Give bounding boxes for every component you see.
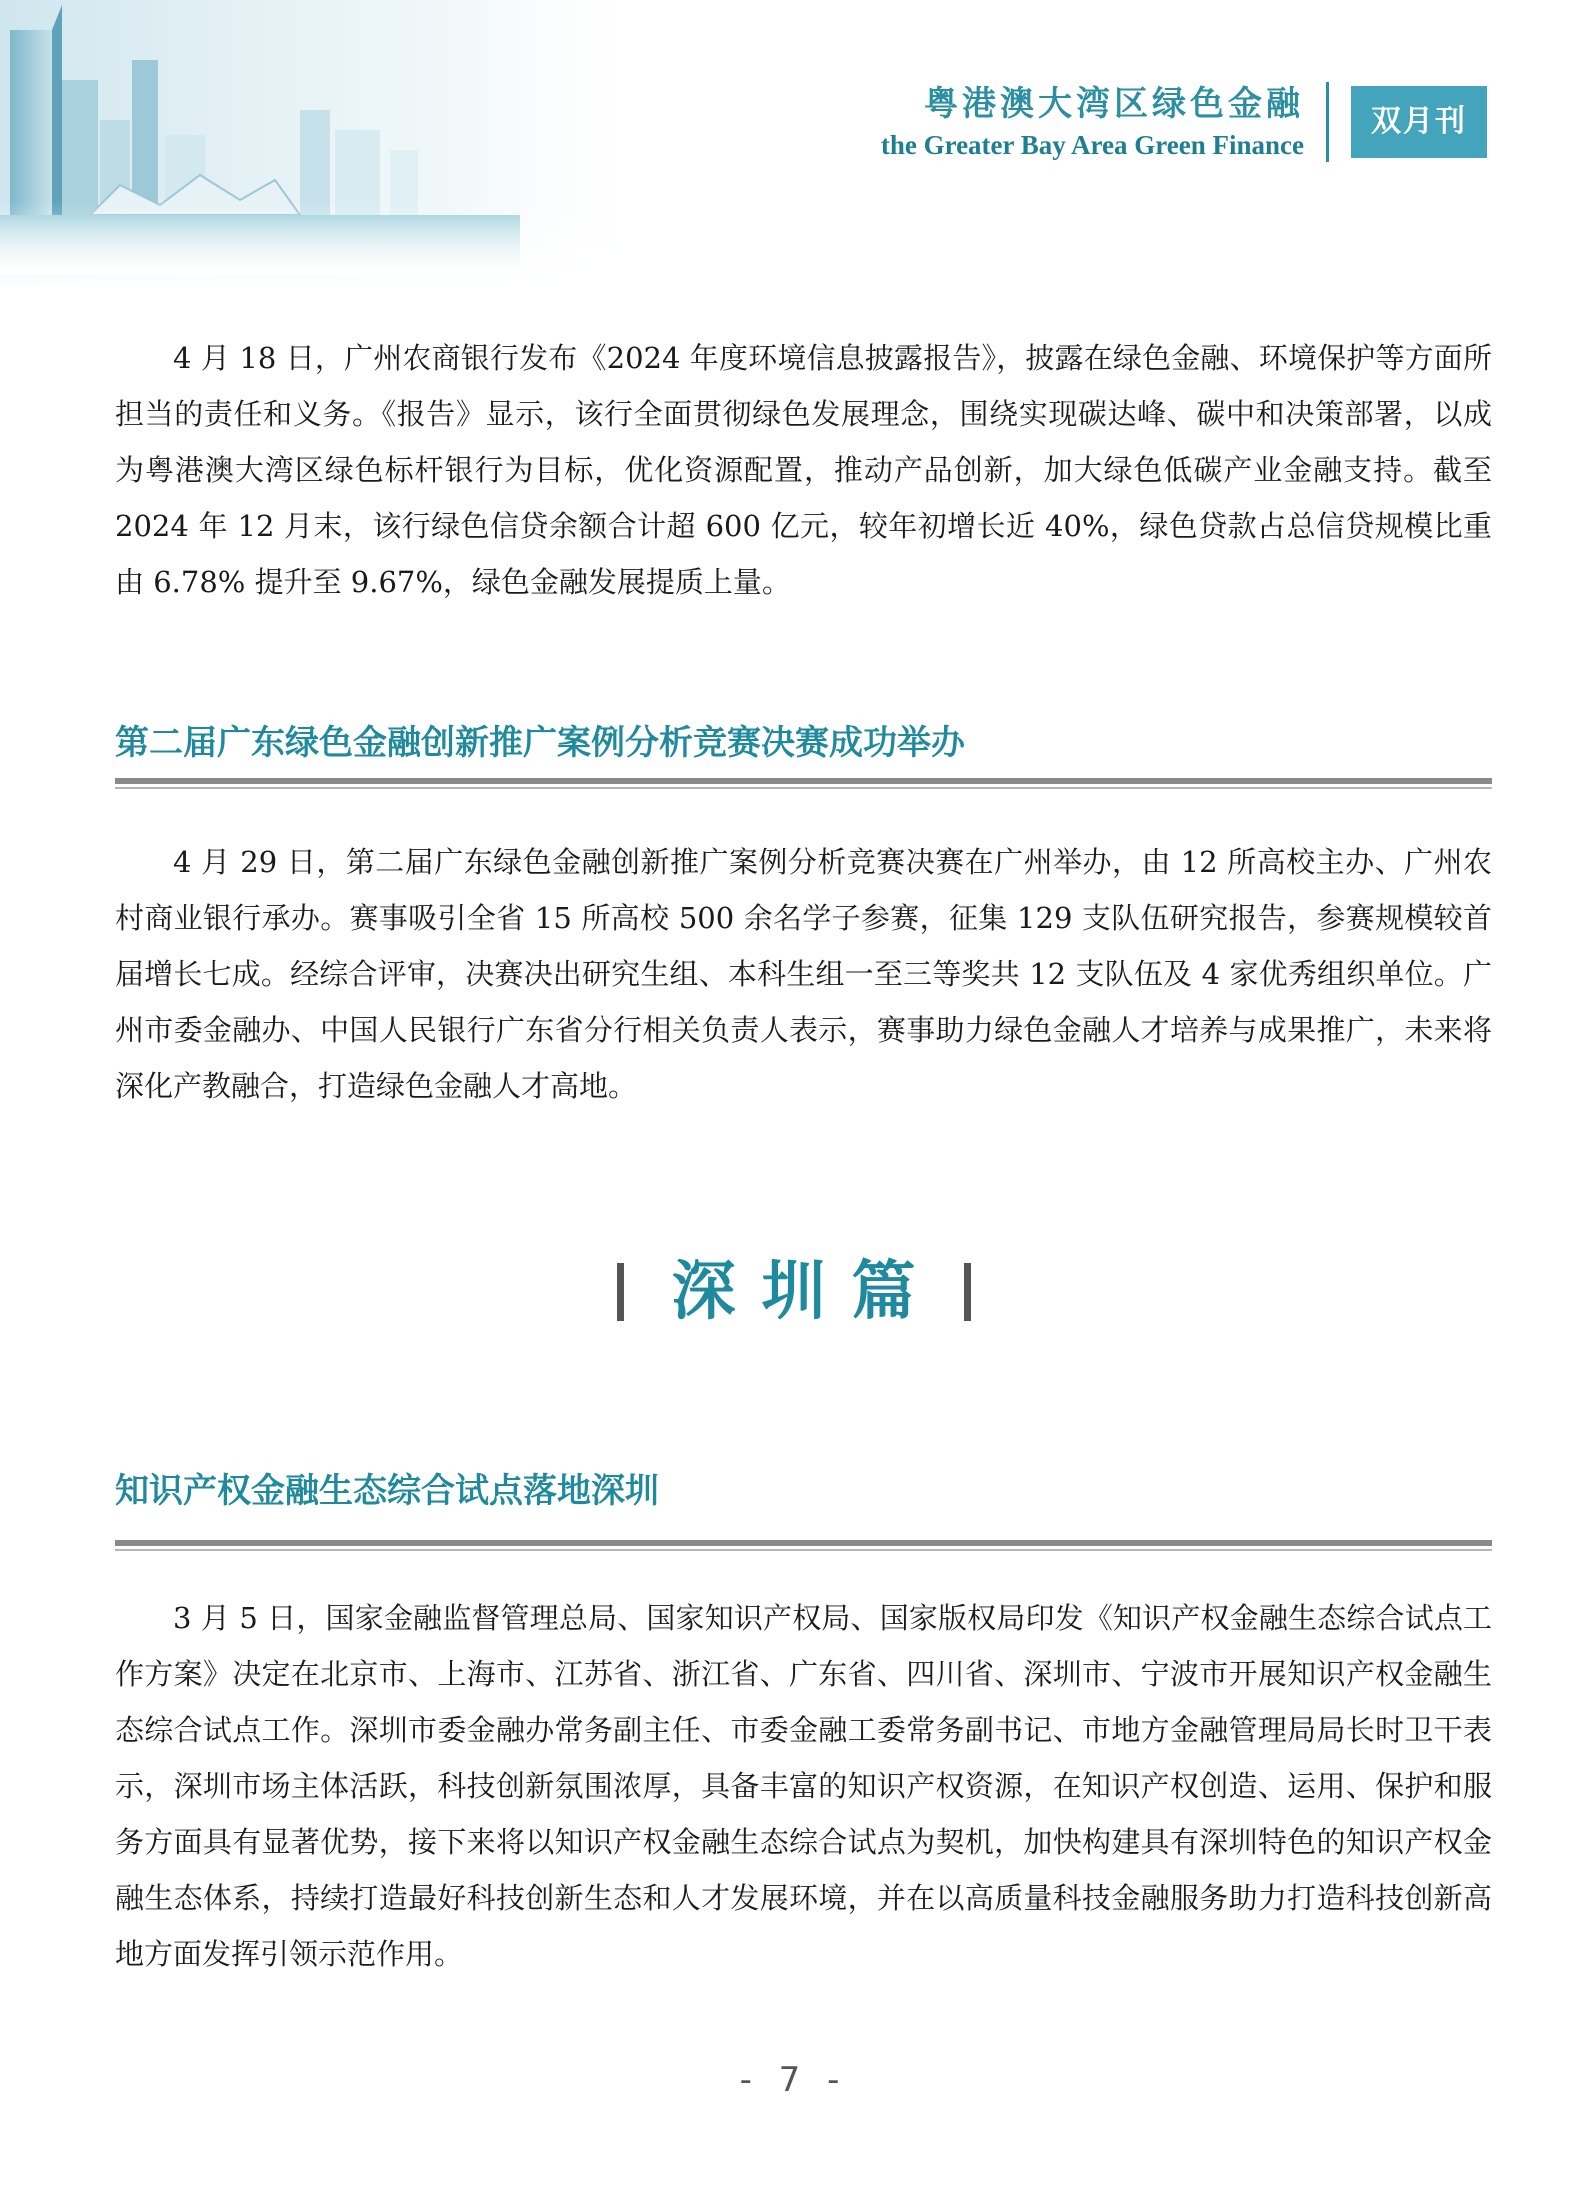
header-skyline-illustration bbox=[0, 0, 660, 290]
intro-block bbox=[115, 330, 1492, 610]
section-1 bbox=[115, 718, 1492, 768]
issue-frequency-badge: 双月刊 bbox=[1351, 86, 1487, 158]
divider-thick-line bbox=[115, 778, 1492, 784]
publication-title-cn: 粤港澳大湾区绿色金融 bbox=[924, 84, 1304, 124]
chapter-right-bar bbox=[964, 1263, 971, 1321]
chapter-title-text: 深圳篇 bbox=[671, 1255, 942, 1329]
masthead-titles bbox=[881, 82, 1326, 162]
section-1-body bbox=[115, 834, 1492, 1114]
divider-thin-line bbox=[115, 1549, 1492, 1551]
chapter-left-bar bbox=[617, 1263, 624, 1321]
section-2-rule bbox=[115, 1540, 1492, 1552]
section-1-heading: 第二届广东绿色金融创新推广案例分析竞赛决赛成功举办 bbox=[115, 723, 965, 763]
tower-spire-shape bbox=[52, 5, 62, 220]
divider-thin-line bbox=[115, 787, 1492, 789]
section-divider bbox=[115, 1540, 1492, 1552]
section-2-body bbox=[115, 1590, 1492, 1982]
intro-paragraph: 4 月 18 日，广州农商银行发布《2024 年度环境信息披露报告》，披露在绿色金融、环境保护等方面所担当的责任和义务。《报告》显示，该行全面贯彻绿色发展理念，围绕实现碳达峰、碳中和决策部署，以成为粤港澳大湾区绿色标杆银行为目标，优化资源配置，推动产品创新，加大绿色低碳产业金融支持。截至 2024 年 12 月末，该行绿色信贷余额合计超 600 亿元，较年初增长近 40%，绿色贷款占总信贷规模比重由 6.78% 提升至 9.67%，绿色金融发展提质上量。 bbox=[115, 341, 1492, 599]
section-2-heading: 知识产权金融生态综合试点落地深圳 bbox=[115, 1471, 659, 1511]
section-divider bbox=[115, 778, 1492, 790]
publication-title-en: the Greater Bay Area Green Finance bbox=[880, 130, 1304, 160]
section-1-rule bbox=[115, 778, 1492, 790]
masthead bbox=[881, 82, 1487, 162]
section-2-paragraph: 3 月 5 日，国家金融监督管理总局、国家知识产权局、国家版权局印发《知识产权金融生态综合试点工作方案》决定在北京市、上海市、江苏省、浙江省、广东省、四川省、深圳市、宁波市开展知识产权金融生态综合试点工作。深圳市委金融办常务副主任、市委金融工委常务副书记、市地方金融管理局局长时卫干表示，深圳市场主体活跃，科技创新氛围浓厚，具备丰富的知识产权资源，在知识产权创造、运用、保护和服务方面具有显著优势，接下来将以知识产权金融生态综合试点为契机，加快构建具有深圳特色的知识产权金融生态体系，持续打造最好科技创新生态和人才发展环境，并在以高质量科技金融服务助力打造科技创新高地方面发挥引领示范作用。 bbox=[115, 1601, 1492, 1971]
chapter-title bbox=[0, 1252, 1587, 1332]
divider-thick-line bbox=[115, 1540, 1492, 1546]
section-2 bbox=[115, 1466, 1492, 1516]
building-shape bbox=[62, 80, 98, 220]
masthead-divider bbox=[1326, 82, 1329, 162]
tower-shape bbox=[10, 30, 52, 220]
page-number: - 7 - bbox=[739, 2060, 848, 2100]
section-1-paragraph: 4 月 29 日，第二届广东绿色金融创新推广案例分析竞赛决赛在广州举办，由 12 所高校主办、广州农村商业银行承办。赛事吸引全省 15 所高校 500 余名学子参赛，征集 129 支队伍研究报告，参赛规模较首届增长七成。经综合评审，决赛决出研究生组、本科生组一至三等奖共 12 支队伍及 4 家优秀组织单位。广州市委金融办、中国人民银行广东省分行相关负责人表示，赛事助力绿色金融人才培养与成果推广，未来将深化产教融合，打造绿色金融人才高地。 bbox=[115, 845, 1492, 1103]
